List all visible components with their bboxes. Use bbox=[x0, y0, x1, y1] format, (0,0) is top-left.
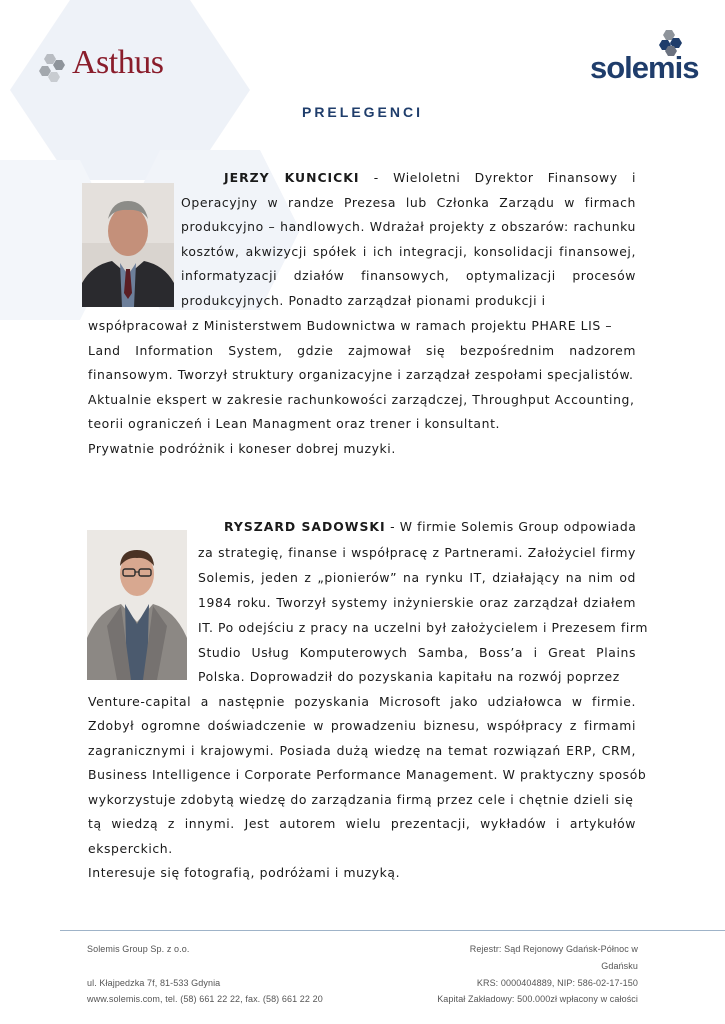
footer-capital: Kapitał Zakładowy: 500.000zł wpłacony w całości bbox=[437, 994, 638, 1004]
speaker2-line-7: Venture-capital a następnie pozyskania Microsoft jako udziałowca w firmie. bbox=[88, 694, 636, 709]
speaker2-line-9: zagranicznymi i krajowymi. Posiada dużą wiedzę na temat rozwiązań ERP, CRM, bbox=[88, 743, 636, 758]
footer-contact: www.solemis.com, tel. (58) 661 22 22, fax. (58) 661 22 20 bbox=[87, 994, 323, 1004]
footer-krs-nip: KRS: 0000404889, NIP: 586-02-17-150 bbox=[476, 978, 638, 988]
speaker2-name: RYSZARD SADOWSKI bbox=[224, 519, 386, 534]
speaker1-line-9: Aktualnie ekspert w zakresie rachunkowości zarządczej, Throughput Accounting, bbox=[88, 392, 635, 407]
speaker2-line-1: za strategię, finanse i współpracę z Partnerami. Założyciel firmy bbox=[198, 545, 636, 560]
speaker2-line-10: Business Intelligence i Corporate Performance Management. W praktyczny sposób bbox=[88, 767, 647, 782]
footer-register-city: Gdańsku bbox=[601, 961, 638, 971]
speaker2-line-6: Polska. Doprowadził do pozyskania kapitału na rozwój poprzez bbox=[198, 669, 620, 684]
asthus-hexagons-icon bbox=[38, 52, 74, 84]
speaker1-line-8: finansowym. Tworzył struktury organizacyjne i zarządzał zespołami specjalistów. bbox=[88, 367, 634, 382]
speaker2-line-0: RYSZARD SADOWSKI - W firmie Solemis Group odpowiada bbox=[224, 519, 637, 534]
speaker1-line-6: współpracował z Ministerstwem Budownictwa w ramach projektu PHARE LIS – bbox=[88, 318, 613, 333]
speaker1-line-11: Prywatnie podróżnik i koneser dobrej muzyki. bbox=[88, 441, 396, 456]
speaker2-line-12: tą wiedzą z innymi. Jest autorem wielu prezentacji, wykładów i artykułów bbox=[88, 816, 636, 831]
footer-company: Solemis Group Sp. z o.o. bbox=[87, 944, 190, 954]
speaker1-line-2: produkcyjno – handlowych. Wdrażał projekty z obszarów: rachunku bbox=[181, 219, 636, 234]
speaker1-line-0: JERZY KUNCICKI - Wieloletni Dyrektor Finansowy i bbox=[224, 170, 636, 185]
speaker1-line-5: produkcyjnych. Ponadto zarządzał pionami produkcji i bbox=[181, 293, 546, 308]
speaker1-name: JERZY KUNCICKI bbox=[224, 170, 360, 185]
speaker2-line-4: IT. Po odejściu z pracy na uczelni był założycielem i Prezesem firm bbox=[198, 620, 649, 635]
speaker2-line-5: Studio Usług Komputerowych Samba, Boss’a i Great Plains bbox=[198, 645, 636, 660]
speaker1-line-7: Land Information System, gdzie zajmował się bezpośrednim nadzorem bbox=[88, 343, 636, 358]
speaker-photo-kuncicki bbox=[82, 183, 174, 307]
speaker2-line-2: Solemis, jeden z „pionierów” na rynku IT, działający na nim od bbox=[198, 570, 636, 585]
footer-register: Rejestr: Sąd Rejonowy Gdańsk-Północ w bbox=[469, 944, 638, 954]
speaker-photo-sadowski bbox=[87, 530, 187, 680]
speaker1-line-10: teorii ograniczeń i Lean Managment oraz trener i konsultant. bbox=[88, 416, 501, 431]
speaker1-line-4: informatyzacji działów finansowych, optymalizacji procesów bbox=[181, 268, 636, 283]
footer-address: ul. Kłajpedzka 7f, 81-533 Gdynia bbox=[87, 978, 221, 988]
speaker1-line-3: kosztów, akwizycji spółek i ich integracji, konsolidacji finansowej, bbox=[181, 244, 636, 259]
speaker2-line-14: Interesuje się fotografią, podróżami i muzyką. bbox=[88, 865, 401, 880]
solemis-wordmark: solemis bbox=[590, 50, 699, 85]
speaker2-line-11: wykorzystuje zdobytą wiedzę do zarządzania firmą przez cele i chętnie dzieli się bbox=[88, 792, 634, 807]
footer-divider bbox=[60, 930, 725, 931]
speaker2-line-8: Zdobył ogromne doświadczenie w prowadzeniu biznesu, współpracy z firmami bbox=[88, 718, 636, 733]
solemis-logo bbox=[590, 30, 699, 92]
asthus-wordmark: Asthus bbox=[72, 44, 164, 81]
page-title: PRELEGENCI bbox=[301, 104, 423, 120]
speaker1-line-1: Operacyjny w randze Prezesa lub Członka Zarządu w firmach bbox=[181, 195, 636, 210]
speaker2-line-13: eksperckich. bbox=[88, 841, 173, 856]
speaker2-line-3: 1984 roku. Tworzył systemy inżynierskie oraz zarządzał działem bbox=[198, 595, 636, 610]
